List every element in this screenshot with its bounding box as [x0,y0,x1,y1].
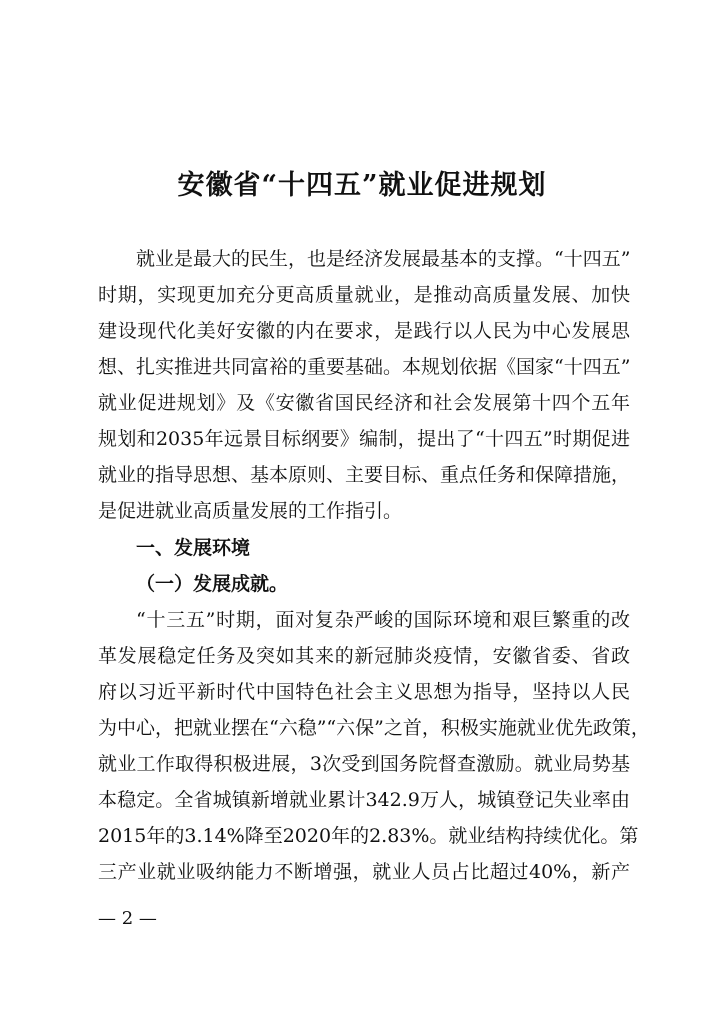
paragraph-line: 三产业就业吸纳能力不断增强，就业人员占比超过40%，新产 [98,861,630,883]
paragraph-line: 是促进就业高质量发展的工作指引。 [98,500,403,522]
paragraph-line: 府以习近平新时代中国特色社会主义思想为指导，坚持以人民 [98,681,630,703]
paragraph-line: 就业工作取得积极进展，3次受到国务院督查激励。就业局势基 [98,753,630,775]
subsection-heading: （一）发展成就。 [136,573,289,595]
paragraph-line: 本稳定。全省城镇新增就业累计342.9万人，城镇登记失业率由 [98,789,630,811]
paragraph-line: 2015年的3.14%降至2020年的2.83%。就业结构持续优化。第 [98,825,639,847]
paragraph-line: 为中心，把就业摆在“六稳”“六保”之首，积极实施就业优先政策， [98,717,650,739]
paragraph-line: “十三五”时期，面对复杂严峻的国际环境和艰巨繁重的改 [136,609,630,631]
section-heading: 一、发展环境 [136,537,251,559]
paragraph-line: 规划和2035年远景目标纲要》编制，提出了“十四五”时期促进 [98,428,630,450]
paragraph-line: 想、扎实推进共同富裕的重要基础。本规划依据《国家“十四五” [98,356,631,378]
page-number: — 2 — [98,908,157,929]
document-title: 安徽省“十四五”就业促进规划 [177,170,547,201]
paragraph-line: 就业促进规划》及《安徽省国民经济和社会发展第十四个五年 [98,392,630,414]
paragraph-line: 革发展稳定任务及突如其来的新冠肺炎疫情，安徽省委、省政 [98,645,630,667]
paragraph-line: 就业的指导思想、基本原则、主要目标、重点任务和保障措施， [98,464,631,486]
paragraph-line: 就业是最大的民生，也是经济发展最基本的支撑。“十四五” [136,248,631,270]
paragraph-line: 时期，实现更加充分更高质量就业，是推动高质量发展、加快 [98,284,630,306]
paragraph-line: 建设现代化美好安徽的内在要求，是践行以人民为中心发展思 [98,320,630,342]
